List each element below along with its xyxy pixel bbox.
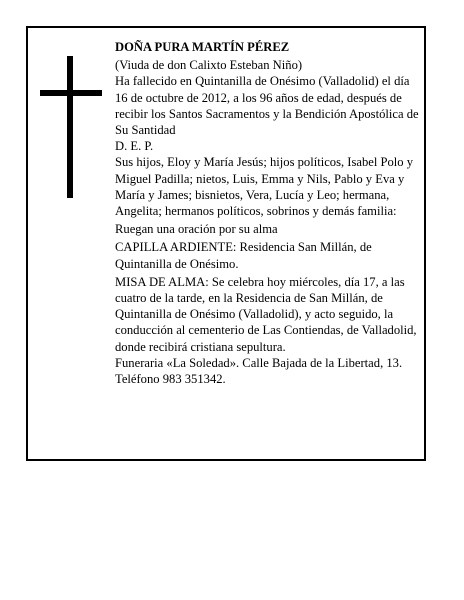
chapel-info: CAPILLA ARDIENTE: Residencia San Millán, de Quintanilla de Onésimo. [115, 240, 372, 271]
funeral-home-info: Funeraria «La Soledad». Calle Bajada de la Libertad, 13. Teléfono 983 351342. [115, 355, 403, 387]
cross-horizontal-bar [40, 90, 102, 96]
cross-vertical-bar [67, 56, 73, 198]
latin-cross-icon [40, 56, 102, 198]
deceased-name: DOÑA PURA MARTÍN PÉREZ [115, 40, 290, 54]
family-list: Sus hijos, Eloy y María Jesús; hijos políticos, Isabel Polo y Miguel Padilla; nietos, Luis, Emma y Nils, Pablo y Eva y María y James; bisnietos, Vera, Lucía y Leo; hermana, Angelita; hermanos políticos, sobrinos y demás familia: [115, 155, 414, 219]
mass-info: MISA DE ALMA: Se celebra hoy miércoles, día 17, a las cuatro de la tarde, en la Residencia de San Millán, de Quintanilla de Onésimo (Valladolid), y acto seguido, la conducción al cementerio de Las Contiendas, de Valladolid, donde recibirá cristiana sepultura. [115, 274, 417, 354]
obituary-notice [26, 26, 426, 461]
passing-statement: Ha fallecido en Quintanilla de Onésimo (Valladolid) el día 16 de octubre de 2012, a los 96 años de edad, después de recibir los Santos Sacramentos y la Bendición Apostólica de Su Santidad [115, 74, 419, 138]
prayer-request: Ruegan una oración por su alma [115, 222, 278, 237]
widow-of-line: (Viuda de don Calixto Esteban Niño) [115, 58, 303, 73]
rip-line: D. E. P. [115, 139, 154, 154]
obituary-text [115, 39, 422, 387]
